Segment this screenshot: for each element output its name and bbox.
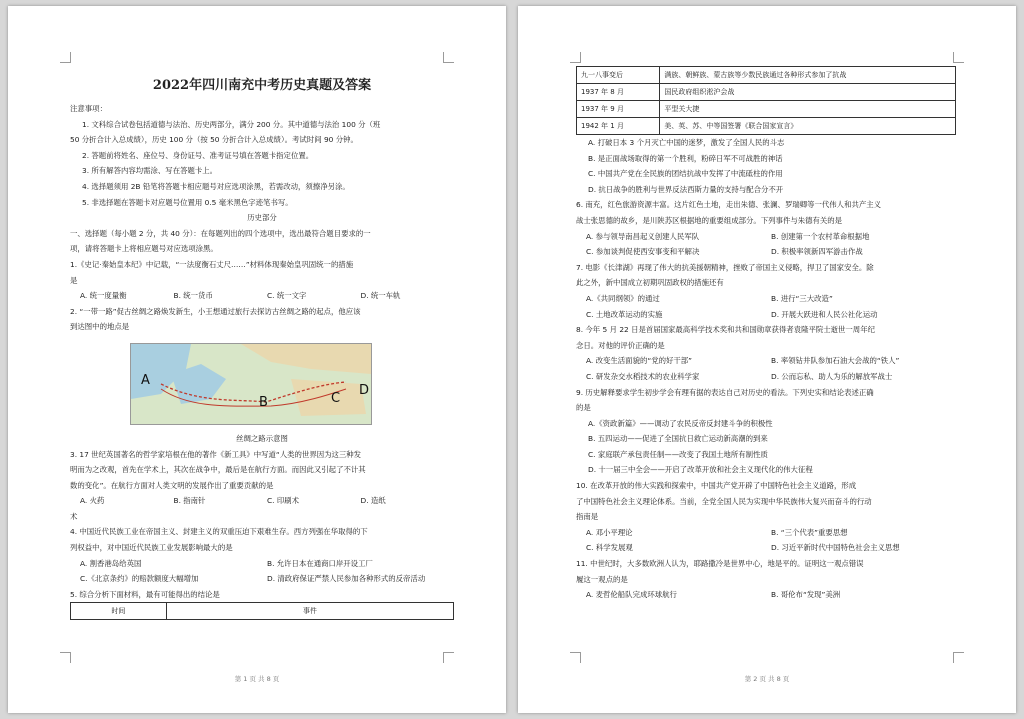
crop-mark (443, 52, 454, 63)
question-1: 1.《史记·秦始皇本纪》中记载，“一法度衡石丈尺……”材料体现秦始皇巩固统一的措施 (70, 259, 354, 269)
table-cell: 九一八事变后 (577, 67, 660, 84)
question-10: 指南是 (576, 512, 599, 522)
question-8-options (576, 353, 956, 369)
option: A.《资政新篇》——调动了农民反帝反封建斗争的积极性 (588, 418, 773, 428)
page-1-content (70, 72, 454, 620)
question-1-tail: 是 (70, 275, 78, 285)
document-title: 2022年四川南充中考历史真题及答案 (152, 78, 372, 93)
option: B. 进行“三大改造” (771, 293, 833, 303)
page-footer: 第 1 页 共 8 页 (234, 675, 280, 683)
table-row (577, 101, 956, 118)
question-10: 了中国特色社会主义理论体系。当前，全党全国人民为实现中华民族伟大复兴而奋斗的行动 (576, 496, 872, 506)
notice-title: 注意事项： (70, 104, 107, 113)
option: A.《共同纲领》的通过 (586, 293, 660, 303)
page-footer: 第 2 页 共 8 页 (744, 675, 790, 683)
option: A. 参与领导南昌起义创建人民军队 (586, 231, 700, 241)
option: C. 统一文字 (267, 291, 307, 301)
question-6-options (576, 244, 956, 260)
question-4: 4. 中国近代民族工业在帝国主义、封建主义的双重压迫下艰难生存。西方列强在华取得的下 (70, 527, 368, 537)
option: D. 统一车轨 (360, 291, 401, 301)
crop-mark (953, 652, 964, 663)
option: D. 习近平新时代中国特色社会主义思想 (771, 543, 900, 553)
table-cell: 满族、朝鲜族、蒙古族等少数民族通过各种形式参加了抗战 (660, 67, 956, 84)
notice-line: 3. 所有解答内容均需涂、写在答题卡上。 (82, 166, 218, 176)
option: B. 五四运动——促进了全国抗日救亡运动新高潮的到来 (588, 434, 768, 444)
question-1-options (70, 288, 454, 304)
question-7-options (576, 291, 956, 307)
table-cell: 1942 年 1 月 (577, 118, 660, 135)
question-3-options (70, 493, 454, 509)
page-1 (8, 6, 506, 713)
question-5-table-header (70, 602, 454, 620)
option: C. 参加谈判促使西安事变和平解决 (586, 247, 700, 257)
notice-line: 5. 非选择题在答题卡对应题号位置用 0.5 毫米黑色字迹笔书写。 (82, 197, 293, 207)
crop-mark (570, 652, 581, 663)
table-row (577, 118, 956, 135)
option: D. 抗日战争的胜利与世界反法西斯力量的支持与配合分不开 (588, 184, 784, 194)
question-11-options (576, 587, 956, 603)
question-8-options (576, 369, 956, 385)
option: B. 创建第一个农村革命根据地 (771, 231, 870, 241)
question-4-options (70, 571, 454, 587)
option: D. 积极率领新四军游击作战 (771, 247, 863, 257)
question-3: 数的变化”。在航行方面对人类文明的发展作出了重要贡献的是 (70, 480, 274, 490)
crop-mark (953, 52, 964, 63)
question-10: 10. 在改革开放的伟大实践和探索中，中国共产党开辟了中国特色社会主义道路，形成 (576, 481, 857, 491)
crop-mark (60, 52, 71, 63)
map-caption: 丝绸之路示意图 (236, 433, 288, 443)
section-heading: 历史部分 (247, 213, 277, 223)
notice-line: 50 分折合计入总成绩），历史 100 分（按 50 分折合计入总成绩）。考试时间 90 分钟。 (70, 135, 358, 145)
option: D. 清政府保证严禁人民参加各种形式的反帝活动 (267, 574, 426, 584)
option: C. 土地改革运动的实施 (586, 309, 663, 319)
option: C. 研发杂交水稻技术的农业科学家 (586, 371, 700, 381)
table-row (577, 84, 956, 101)
question-7: 此之外，新中国成立初期巩固政权的措施还有 (576, 278, 724, 288)
question-7-options (576, 307, 956, 323)
question-3: 3. 17 世纪英国著名的哲学家培根在他的著作《新工具》中写道“人类的世界因为这三种发 (70, 449, 362, 459)
question-5-table (576, 66, 956, 135)
option: B. 统一货币 (173, 291, 213, 301)
crop-mark (60, 652, 71, 663)
question-2: 到达图中的地点是 (70, 322, 130, 332)
question-3: 明而为之改观，首先在学术上，其次在战争中，最后是在航行方面。而因此又引起了不计其 (70, 465, 366, 475)
table-cell: 平型关大捷 (660, 101, 956, 118)
option: A. 割香港岛给英国 (80, 558, 142, 568)
option: A. 统一度量衡 (80, 291, 127, 301)
option: A. 打破日本 3 个月灭亡中国的迷梦，激发了全国人民的斗志 (588, 138, 785, 147)
option: B. 是正面战场取得的第一个胜利，粉碎日军不可战胜的神话 (588, 153, 783, 163)
option: D. 开展大跃进和人民公社化运动 (771, 309, 878, 319)
option: D. 十一届三中全会——开启了改革开放和社会主义现代化的伟大征程 (588, 465, 813, 475)
part-instruction: 项，请将答题卡上将相应题号对应选项涂黑。 (70, 244, 218, 254)
table-cell: 国民政府组织淞沪会战 (660, 84, 956, 101)
question-10-options (576, 525, 956, 541)
question-11: 履这一观点的是 (576, 574, 628, 584)
option: C.《北京条约》的赔款额度大幅增加 (80, 574, 199, 584)
question-6: 6. 南充，红色旅游资源丰富。这片红色土地，走出朱德、张澜、罗瑞卿等一代伟人和共产主义 (576, 200, 882, 210)
question-8: 8. 今年 5 月 22 日是首届国家最高科学技术奖和共和国勋章获得者袁隆平院士逝世一周年纪 (576, 325, 875, 335)
map-label-c: C (331, 390, 341, 406)
map-label-d: D (359, 382, 370, 398)
option: D. 造纸 (360, 496, 386, 506)
notice-line: 2. 答题前将姓名、座位号、身份证号、准考证号填在答题卡指定位置。 (82, 150, 314, 160)
page-2-content (576, 66, 956, 603)
map-label-a: A (141, 372, 150, 388)
option: C. 科学发展观 (586, 543, 633, 553)
question-10-options (576, 540, 956, 556)
option: A. 邓小平理论 (586, 527, 633, 537)
option: A. 麦哲伦船队完成环球航行 (586, 590, 677, 600)
question-6-options (576, 229, 956, 245)
question-5: 5. 综合分析下面材料，最有可能得出的结论是 (70, 589, 220, 599)
option: C. 中国共产党在全民族的团结抗战中发挥了中流砥柱的作用 (588, 169, 783, 179)
page-2 (518, 6, 1016, 713)
notice-line: 4. 选择题须用 2B 铅笔将答题卡相应题号对应选项涂黑，若需改动，须擦净另涂。 (82, 181, 350, 191)
option-tail: 术 (70, 511, 78, 521)
question-7: 7. 电影《长津湖》再现了伟大的抗美援朝精神，挫败了帝国主义侵略，捍卫了国家安全。除 (576, 262, 874, 272)
option: A. 火药 (80, 496, 105, 506)
silk-road-map (130, 343, 372, 425)
question-9: 9. 历史解释要求学生初步学会有理有据的表达自己对历史的看法。下列史实和结论表述正确 (576, 387, 874, 397)
question-4-options (70, 556, 454, 572)
option: C. 家庭联产承包责任制——改变了我国土地所有制性质 (588, 449, 768, 459)
option: B. “三个代表”重要思想 (771, 527, 848, 537)
option: A. 改变生活面貌的“党的好干部” (586, 356, 692, 366)
table-cell: 1937 年 9 月 (577, 101, 660, 118)
table-header-time: 时间 (71, 603, 167, 620)
question-2: 2. “一带一路”促古丝绸之路焕发新生，小王想通过旅行去探访古丝绸之路的起点，他应该 (70, 306, 361, 316)
table-row (577, 67, 956, 84)
crop-mark (570, 52, 581, 63)
crop-mark (443, 652, 454, 663)
part-instruction: 一、选择题（每小题 2 分，共 40 分）：在每题列出的四个选项中，选出最符合题目要求的一 (70, 228, 371, 238)
table-cell: 美、英、苏、中等国签署《联合国家宣言》 (660, 118, 956, 135)
question-6: 战士张思德的故乡，是川陕苏区根据地的重要组成部分。下列事件与朱德有关的是 (576, 215, 843, 225)
map-label-b: B (259, 394, 268, 410)
question-4: 列权益中，对中国近代民族工业发展影响最大的是 (70, 543, 233, 553)
option: B. 率领钻井队参加石油大会战的“铁人” (771, 356, 900, 366)
question-9: 的是 (576, 403, 591, 413)
notice-line: 1. 文科综合试卷包括道德与法治、历史两部分，满分 200 分。其中道德与法治 100 分（班 (82, 119, 381, 129)
question-11: 11. 中世纪时，大多数欧洲人认为，耶路撒冷是世界中心，地是平的。证明这一观点错误 (576, 559, 864, 569)
option: B. 哥伦布“发现”美洲 (771, 590, 841, 600)
option: D. 公而忘私、助人为乐的解放军战士 (771, 371, 893, 381)
table-header-event: 事件 (166, 603, 453, 620)
option: B. 指南针 (173, 496, 206, 506)
option: C. 印刷术 (267, 496, 300, 506)
question-8: 念日。对他的评价正确的是 (576, 340, 665, 350)
table-cell: 1937 年 8 月 (577, 84, 660, 101)
option: B. 允许日本在通商口岸开设工厂 (267, 558, 373, 568)
